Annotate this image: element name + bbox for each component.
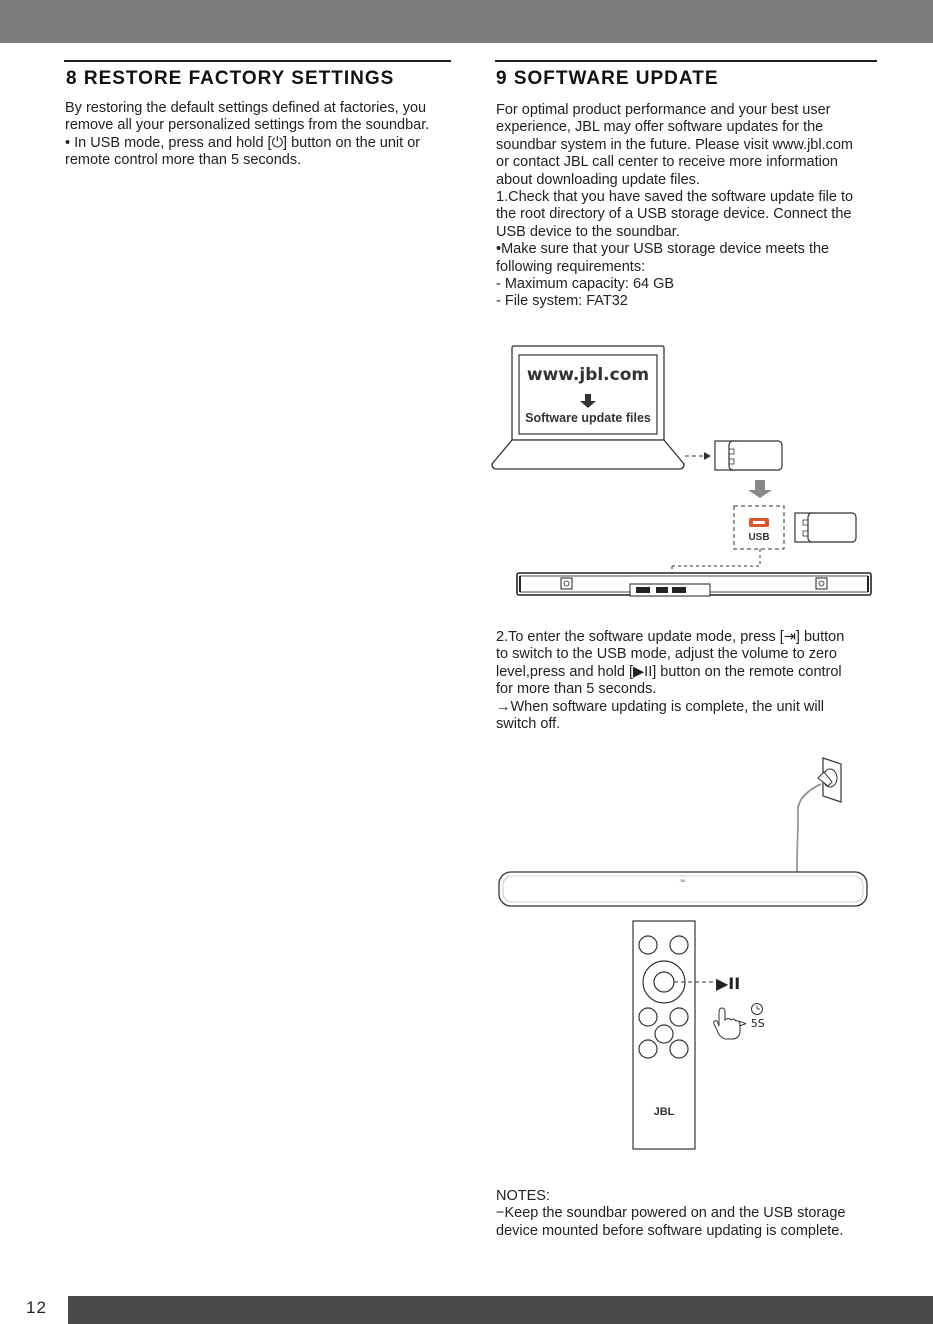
body-line: 1.Check that you have saved the software update file to: [496, 189, 854, 206]
soundbar-brand: JBL: [679, 878, 687, 883]
body-line: to switch to the USB mode, adjust the volume to zero: [496, 646, 837, 663]
body-line: −Keep the soundbar powered on and the USB storage: [496, 1205, 846, 1222]
press-hand-icon: [714, 1008, 740, 1039]
body-line: For optimal product performance and your best user: [496, 102, 831, 118]
body-line: device mounted before software updating is complete.: [496, 1222, 844, 1239]
remote-brand: JBL: [653, 1106, 675, 1118]
body-line: - Maximum capacity: 64 GB: [496, 276, 675, 293]
body-line: the root directory of a USB storage device. Connect the: [496, 206, 852, 223]
header-band: [0, 0, 933, 43]
body-line: •Make sure that your USB storage device meets the: [496, 241, 830, 258]
section-9-step-2: [496, 629, 844, 733]
soundbar-rear-icon: [517, 573, 871, 596]
body-line: following requirements:: [496, 258, 646, 275]
notes-heading: NOTES:: [496, 1188, 550, 1204]
section-8-rule: [64, 60, 451, 62]
body-line: experience, JBL may offer software updates for the: [496, 119, 824, 136]
timer-icon: [752, 1004, 763, 1015]
page-number: 12: [26, 1298, 47, 1317]
jbl-url-text: www.jbl.com: [526, 365, 650, 385]
body-line: By restoring the default settings defined at factories, you: [65, 100, 427, 116]
section-9-title: 9 SOFTWARE UPDATE: [496, 68, 719, 89]
section-8-title: 8 RESTORE FACTORY SETTINGS: [66, 68, 395, 89]
body-line: USB device to the soundbar.: [496, 223, 680, 240]
usb-stick-icon: [715, 441, 782, 470]
section-9-rule: [495, 60, 877, 62]
section-9-notes: [496, 1188, 845, 1240]
body-line: switch off.: [496, 716, 561, 733]
software-update-files-text: Software update files: [525, 411, 651, 425]
play-pause-icon: ▶II: [716, 974, 741, 993]
body-line: about downloading update files.: [496, 171, 700, 188]
duration-label: > 5S: [738, 1017, 765, 1030]
body-line: 2.To enter the software update mode, press [⇥] button: [496, 629, 845, 645]
power-cable: [797, 784, 821, 875]
section-8-body: [65, 100, 429, 170]
body-line: →When software updating is complete, the unit will: [496, 698, 825, 715]
body-line: soundbar system in the future. Please visit www.jbl.com: [496, 136, 854, 153]
usb-update-illustration: [490, 340, 890, 605]
body-line: remove all your personalized settings from the soundbar.: [65, 117, 430, 134]
usb-stick-icon: [795, 513, 856, 542]
section-9-intro: [496, 102, 853, 311]
usb-label: USB: [748, 532, 770, 543]
body-line: remote control more than 5 seconds.: [65, 152, 302, 169]
arrow-down-icon: [748, 480, 772, 498]
footer-band: [68, 1296, 933, 1324]
remote-update-illustration: [490, 750, 890, 1155]
wall-outlet-icon: [818, 758, 841, 802]
body-line: level,press and hold [▶II] button on the remote control: [496, 663, 842, 680]
body-line: for more than 5 seconds.: [496, 681, 657, 698]
body-line: • In USB mode, press and hold [⏻] button on the unit or: [65, 134, 421, 151]
arrow-right-icon: [704, 452, 711, 460]
body-line: or contact JBL call center to receive more information: [496, 154, 838, 171]
body-line: - File system: FAT32: [496, 293, 628, 310]
